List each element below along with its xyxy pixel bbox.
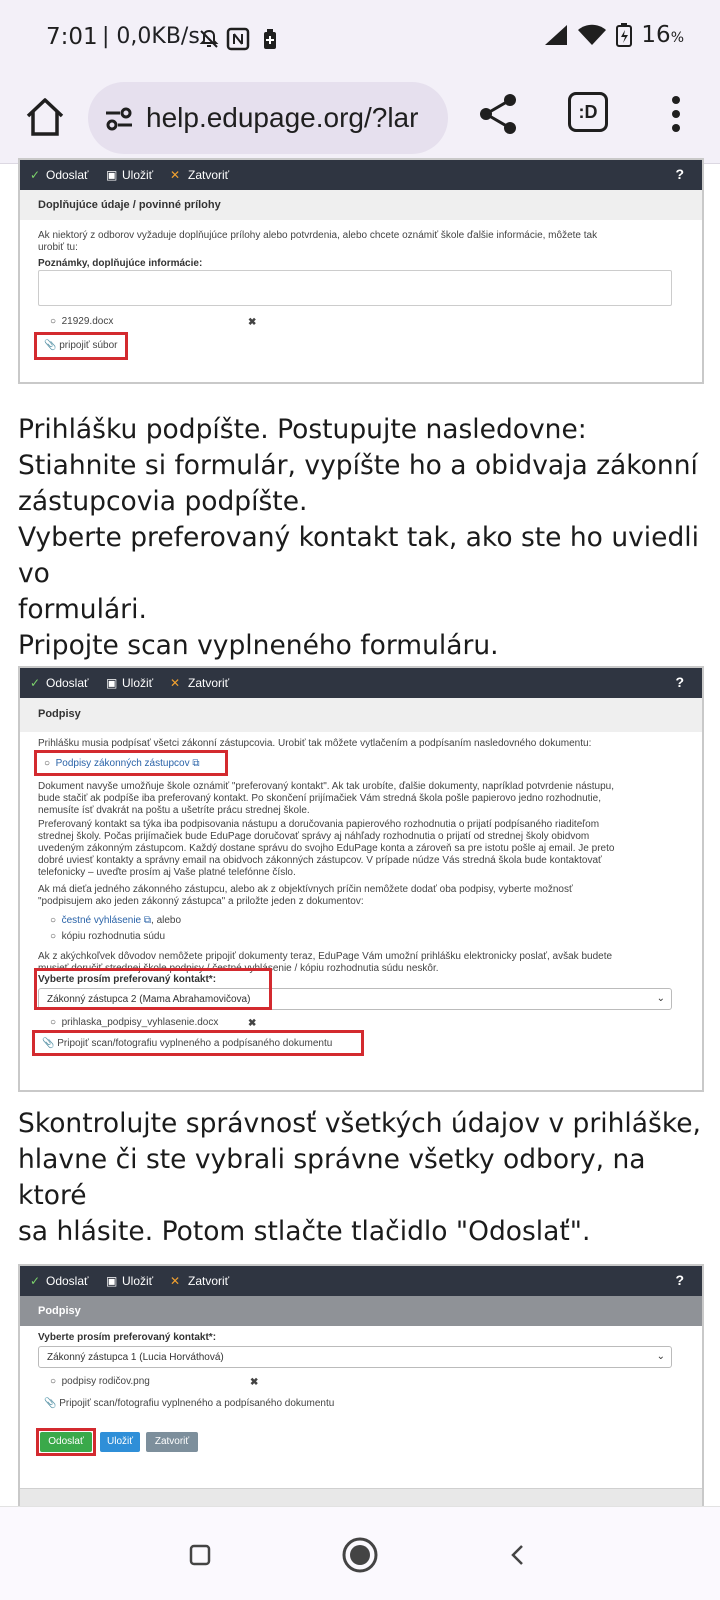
form-toolbar xyxy=(20,160,702,190)
text-line: telefonicky – uveďte prosím aj Vaše platné telefónne číslo. xyxy=(38,867,296,878)
file-item: ○ prihlaska_podpisy_vyhlasenie.docx xyxy=(50,1017,219,1028)
text-line: musieť doručiť strednej škole podpisy / čestné vyhlásenie / kópiu rozhodnutia súdu neskôr. xyxy=(38,963,439,974)
send-label: Odoslať xyxy=(46,1274,89,1288)
attach-label: pripojiť súbor xyxy=(59,340,118,351)
para-line: Vyberte preferovaný kontakt tak, ako ste ho uviedli vo xyxy=(18,522,700,589)
section-title: Podpisy xyxy=(20,1296,702,1326)
attach-scan-link: 📎 Pripojiť scan/fotografiu vyplneného a podpísaného dokumentu xyxy=(44,1398,335,1409)
text-line: Ak má dieťa jedného zákonného zástupcu, alebo ak z objektívnych príčin nemôžete dodať oba podpisy, vyberte možnosť xyxy=(38,884,573,895)
para-line: zástupcovia podpíšte. xyxy=(18,486,308,517)
battery-saver-icon xyxy=(262,28,278,50)
option-text: kópiu rozhodnutia súdu xyxy=(61,931,166,942)
select-label: Vyberte prosím preferovaný kontakt*: xyxy=(38,1332,217,1343)
para-line: Stiahnite si formulár, vypíšte ho a obidvaja zákonní xyxy=(18,450,698,481)
option-item: ○ čestné vyhlásenie ⧉, alebo xyxy=(50,915,182,926)
help-icon: ? xyxy=(675,674,684,690)
text-line: nemusíte ísť dvakrát na poštu a ušetríte prácu strednej škole. xyxy=(38,805,310,816)
section-title: Doplňujúce údaje / povinné prílohy xyxy=(20,190,702,220)
intro-text: Prihlášku musia podpísať všetci zákonní zástupcovia. Urobiť tak môžete vytlačením a podpísaním nasledovného dokumentu: xyxy=(38,738,592,749)
send-label: Odoslať xyxy=(46,168,89,182)
para-line: sa hlásite. Potom stlačte tlačidlo "Odoslať". xyxy=(18,1216,591,1247)
save-button[interactable]: Uložiť xyxy=(100,1432,140,1452)
screenshot-attachments xyxy=(18,158,704,384)
select-value: Zákonný zástupca 1 (Lucia Horváthová) xyxy=(47,1352,224,1363)
chevron-down-icon: ⌄ xyxy=(656,993,665,1004)
site-settings-icon[interactable] xyxy=(104,104,134,134)
battery-percent xyxy=(641,22,684,48)
status-right xyxy=(543,22,684,48)
section-title: Podpisy xyxy=(20,698,702,732)
battery-icon xyxy=(615,22,633,48)
remove-file-icon: ✖ xyxy=(248,317,257,328)
para-line: hlavne či ste vybrali správne všetky odbory, na ktoré xyxy=(18,1144,646,1211)
file-name: prihlaska_podpisy_vyhlasenie.docx xyxy=(61,1017,219,1028)
save-icon: ▣ xyxy=(106,1274,118,1288)
form-toolbar xyxy=(20,668,702,698)
status-bar xyxy=(0,0,720,80)
paragraph-text xyxy=(38,884,698,908)
close-label: Zatvoriť xyxy=(188,1274,230,1288)
para-line: Skontrolujte správnosť všetkých údajov v prihláške, xyxy=(18,1108,701,1139)
text-line: "podpisujem ako jeden zákonný zástupca" a priložte jeden z dokumentov: xyxy=(38,896,364,907)
paragraph-text xyxy=(38,819,698,879)
text-line: bude stačiť ak podpíše iba preferovaný kontakt. Po skončení prijímačiek Vám stredná škola pošle papierovo jedno rozhodnutie, xyxy=(38,793,601,804)
instructions-paragraph-1 xyxy=(18,412,708,664)
close-button[interactable]: Zatvoriť xyxy=(146,1432,198,1452)
intro-line: Ak niektorý z odborov vyžaduje doplňujúce prílohy alebo potvrdenia, alebo chcete oznámiť škole ďalšie informácie, môžete tak xyxy=(38,230,598,241)
intro-line: urobiť tu: xyxy=(38,242,78,253)
intro-text xyxy=(38,230,688,254)
save-icon: ▣ xyxy=(106,168,118,182)
close-icon: ✕ xyxy=(170,676,181,690)
home-icon[interactable] xyxy=(22,94,68,140)
close-icon: ✕ xyxy=(170,1274,181,1288)
file-name: podpisy rodičov.png xyxy=(61,1376,150,1387)
check-icon: ✓ xyxy=(30,168,41,182)
help-icon: ? xyxy=(675,1272,684,1288)
instructions-paragraph-2 xyxy=(18,1106,708,1250)
battery-unit: % xyxy=(670,30,684,46)
text-line: Preferovaný kontakt sa týka iba podpisovania nástupu a doručovania papierového rozhodnutia o prijatí podpísaného riaditeľom xyxy=(38,819,600,830)
back-icon[interactable] xyxy=(506,1543,530,1567)
check-icon: ✓ xyxy=(30,1274,41,1288)
browser-toolbar xyxy=(0,80,720,164)
address-bar[interactable] xyxy=(88,82,448,154)
tab-switcher-button[interactable]: :D xyxy=(568,92,608,132)
file-item: ○ 21929.docx xyxy=(50,316,114,327)
recents-icon[interactable] xyxy=(188,1543,212,1567)
share-icon[interactable] xyxy=(476,92,520,136)
paragraph-text xyxy=(38,781,698,817)
file-name: 21929.docx xyxy=(61,316,114,327)
close-icon: ✕ xyxy=(170,168,181,182)
chevron-down-icon: ⌄ xyxy=(656,1351,665,1362)
save-label: Uložiť xyxy=(122,168,154,182)
close-label: Zatvoriť xyxy=(188,168,230,182)
close-label: Zatvoriť xyxy=(188,676,230,690)
help-icon: ? xyxy=(675,166,684,182)
overflow-menu-icon[interactable] xyxy=(658,92,694,136)
text-line: dobré uviesť kontakty a správny email na obidvoch zákonných zástupcov. V prípade núdze Vás stredná škola bude kontaktovať xyxy=(38,855,602,866)
text-line: uvedeným zákonným zástupcom. Každý dostane správu do svojho EduPage konta a zároveň sa pre istotu pošle aj email. Je preto xyxy=(38,843,615,854)
file-item: ○ podpisy rodičov.png xyxy=(50,1376,150,1387)
check-icon: ✓ xyxy=(30,676,41,690)
notes-textarea xyxy=(38,270,672,306)
attach-label: Pripojiť scan/fotografiu vyplneného a podpísaného dokumentu xyxy=(59,1398,335,1409)
attach-scan-link: 📎 Pripojiť scan/fotografiu vyplneného a podpísaného dokumentu xyxy=(42,1038,333,1049)
status-time: 7:01 xyxy=(46,24,98,50)
save-icon: ▣ xyxy=(106,676,118,690)
battery-value: 16 xyxy=(641,22,671,48)
option-item: ○ kópiu rozhodnutia súdu xyxy=(50,931,166,942)
select-value: Zákonný zástupca 2 (Mama Abrahamovičova) xyxy=(47,994,251,1005)
url-text[interactable]: help.edupage.org/?lar xyxy=(146,102,419,133)
highlight-box xyxy=(34,968,272,1010)
doc-link-item: ○ Podpisy zákonných zástupcov ⧉ xyxy=(44,758,200,769)
nfc-icon xyxy=(226,27,250,51)
text-line: Ak z akýchkoľvek dôvodov nemôžete pripojiť dokumenty teraz, EduPage Vám umožní prihlášku elektronicky poslať, avšak budete xyxy=(38,951,613,962)
send-label: Odoslať xyxy=(46,676,89,690)
save-label: Uložiť xyxy=(122,676,154,690)
para-line: Prihlášku podpíšte. Postupujte nasledovne: xyxy=(18,414,587,445)
notification-off-icon xyxy=(198,28,220,50)
save-label: Uložiť xyxy=(122,1274,154,1288)
screenshot-send xyxy=(18,1264,704,1512)
form-toolbar xyxy=(20,1266,702,1296)
external-link-icon: ⧉ xyxy=(143,915,152,926)
network-speed: | 0,0KB/s xyxy=(102,24,200,49)
preferred-contact-select[interactable] xyxy=(38,1346,672,1368)
remove-file-icon: ✖ xyxy=(250,1377,259,1388)
text-line: strednej školy. Počas prijímačiek bude EduPage doručovať správy aj náhľady rozhodnutia o prijatí od strednej školy obidvom xyxy=(38,831,590,842)
para-line: Pripojte scan vyplneného formuláru. xyxy=(18,630,499,661)
doc-link[interactable]: Podpisy zákonných zástupcov xyxy=(55,758,190,769)
attach-file-link: 📎 pripojiť súbor xyxy=(44,340,118,351)
attach-label: Pripojiť scan/fotografiu vyplneného a podpísaného dokumentu xyxy=(57,1038,333,1049)
declaration-link[interactable]: čestné vyhlásenie xyxy=(61,915,142,926)
remove-file-icon: ✖ xyxy=(248,1018,257,1029)
send-button[interactable]: Odoslať xyxy=(40,1432,92,1452)
wifi-icon xyxy=(577,23,607,47)
home-nav-icon[interactable] xyxy=(340,1535,380,1575)
screenshot-signatures xyxy=(18,666,704,1092)
signal-icon xyxy=(543,23,569,47)
para-line: formulári. xyxy=(18,594,147,625)
select-label: Vyberte prosím preferovaný kontakt*: xyxy=(38,974,217,985)
option-suffix: , alebo xyxy=(151,915,182,926)
system-navigation-bar xyxy=(0,1506,720,1600)
text-line: Dokument navyše umožňuje škole oznámiť "preferovaný kontakt". Ak tak urobíte, ďalšie dokumenty, napríklad potvrdenie nástupu, xyxy=(38,781,615,792)
notes-label: Poznámky, doplňujúce informácie: xyxy=(38,258,203,269)
external-link-icon: ⧉ xyxy=(192,758,200,769)
